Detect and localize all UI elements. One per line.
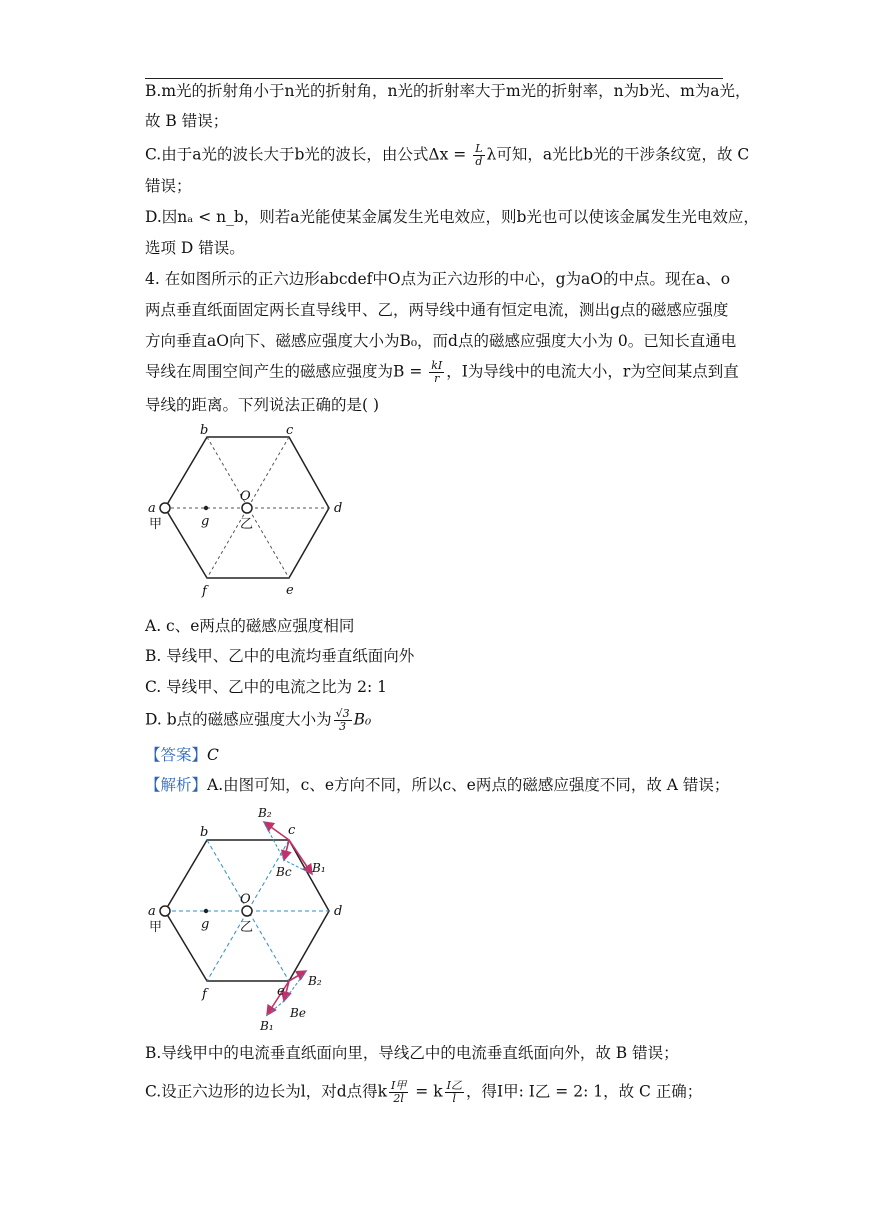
label-O: O (240, 489, 251, 504)
label-a: a (148, 904, 156, 919)
fraction: $\frac{\text{I乙}}{l}$ (446, 1079, 462, 1105)
text-line: 故 B 错误； (145, 112, 229, 130)
label-Be: Be (290, 1006, 306, 1020)
hexagon-vector-diagram (140, 800, 360, 1035)
label-yi: 乙 (240, 920, 254, 935)
question-text: 4. 在如图所示的正六边形abcdef中O点为正六边形的中心，g为aO的中点。现在a、o (145, 270, 731, 288)
option-c: C. 导线甲、乙中的电流之比为 2: 1 (145, 678, 387, 696)
option-d (145, 708, 371, 733)
text-line: 错误； (145, 177, 192, 195)
text-span: D. b点的磁感应强度大小为 (145, 710, 332, 729)
text-span: B₀ (353, 710, 372, 729)
wire-jia (160, 906, 170, 916)
option-b: B. 导线甲、乙中的电流均垂直纸面向外 (145, 647, 415, 665)
label-b: b (200, 825, 209, 840)
label-B2-e: B₂ (308, 974, 322, 988)
question-text: 方向垂直aO向下、磁感应强度大小为B₀，而d点的磁感应强度大小为 0。已知长直通电 (145, 332, 737, 350)
text-line: 选项 D 错误。 (145, 239, 245, 257)
label-f: f (202, 987, 207, 1002)
answer-value: C (207, 746, 219, 764)
label-jia: 甲 (149, 517, 163, 532)
label-e: e (286, 583, 294, 598)
answer-tag: 【答案】 (145, 746, 208, 764)
text-span: ，I为导线中的电流大小，r为空间某点到直 (446, 362, 739, 381)
question-text (145, 360, 739, 385)
label-yi: 乙 (240, 517, 254, 532)
fraction: $\frac{\text{I甲}}{2l}$ (391, 1079, 407, 1105)
fraction: $\frac{kI}{r}$ (431, 359, 443, 385)
fraction: $\frac{√3}{3}$ (335, 707, 350, 733)
label-B1-c: B₁ (312, 861, 326, 875)
wire-jia (160, 503, 170, 513)
label-d: d (334, 501, 343, 516)
label-B2-c: B₂ (258, 806, 272, 820)
analysis-line (145, 774, 729, 796)
text-line: D.因nₐ < n_b，则若a光能使某金属发生光电效应，则b光也可以使该金属发生光电效应， (145, 208, 759, 226)
label-a: a (148, 501, 156, 516)
label-c: c (286, 423, 294, 438)
analysis-tag: 【解析】 (145, 776, 208, 794)
hexagon-vector-figure (140, 800, 360, 1035)
text-line (145, 143, 749, 168)
question-text: 导线的距离。下列说法正确的是( ) (145, 396, 380, 414)
text-line: B.m光的折射角小于n光的折射角，n光的折射率大于m光的折射率，n为b光、m为a光， (145, 82, 751, 100)
analysis-line: B.导线甲中的电流垂直纸面向里，导线乙中的电流垂直纸面向外，故 B 错误； (145, 1044, 679, 1062)
analysis-line (145, 1080, 702, 1105)
top-rule (145, 78, 723, 79)
text-span: λ可知，a光比b光的干涉条纹宽，故 C (486, 145, 750, 164)
fraction: $\frac{L}{d}$ (475, 142, 483, 168)
answer-line (145, 744, 219, 766)
text-span: = k (410, 1082, 443, 1101)
label-g: g (201, 917, 210, 932)
label-e: e (277, 984, 285, 999)
label-Bc: Bc (276, 865, 292, 879)
label-d: d (334, 904, 343, 919)
point-g (204, 909, 208, 913)
label-g: g (201, 514, 210, 529)
text-span: 导线在周围空间产生的磁感应强度为B = (145, 362, 428, 381)
label-f: f (202, 584, 207, 599)
label-O: O (240, 892, 251, 907)
text-span: ，得I甲: I乙 = 2: 1，故 C 正确； (465, 1082, 703, 1101)
text-span: C.设正六边形的边长为l，对d点得k (145, 1082, 388, 1101)
text-span: C.由于a光的波长大于b光的波长，由公式Δx = (145, 145, 472, 164)
question-text: 两点垂直纸面固定两长直导线甲、乙，两导线中通有恒定电流，测出g点的磁感应强度 (145, 301, 729, 319)
text-span: A.由图可知，c、e方向不同，所以c、e两点的磁感应强度不同，故 A 错误； (207, 776, 730, 794)
wire-yi (242, 906, 252, 916)
label-B1-e: B₁ (260, 1019, 274, 1033)
label-jia: 甲 (149, 920, 163, 935)
label-b: b (200, 423, 209, 438)
hexagon-diagram (140, 420, 360, 605)
label-c: c (288, 823, 296, 838)
wire-yi (242, 503, 252, 513)
point-g (204, 506, 208, 510)
hexagon-figure (140, 420, 360, 605)
option-a: A. c、e两点的磁感应强度相同 (145, 617, 355, 635)
